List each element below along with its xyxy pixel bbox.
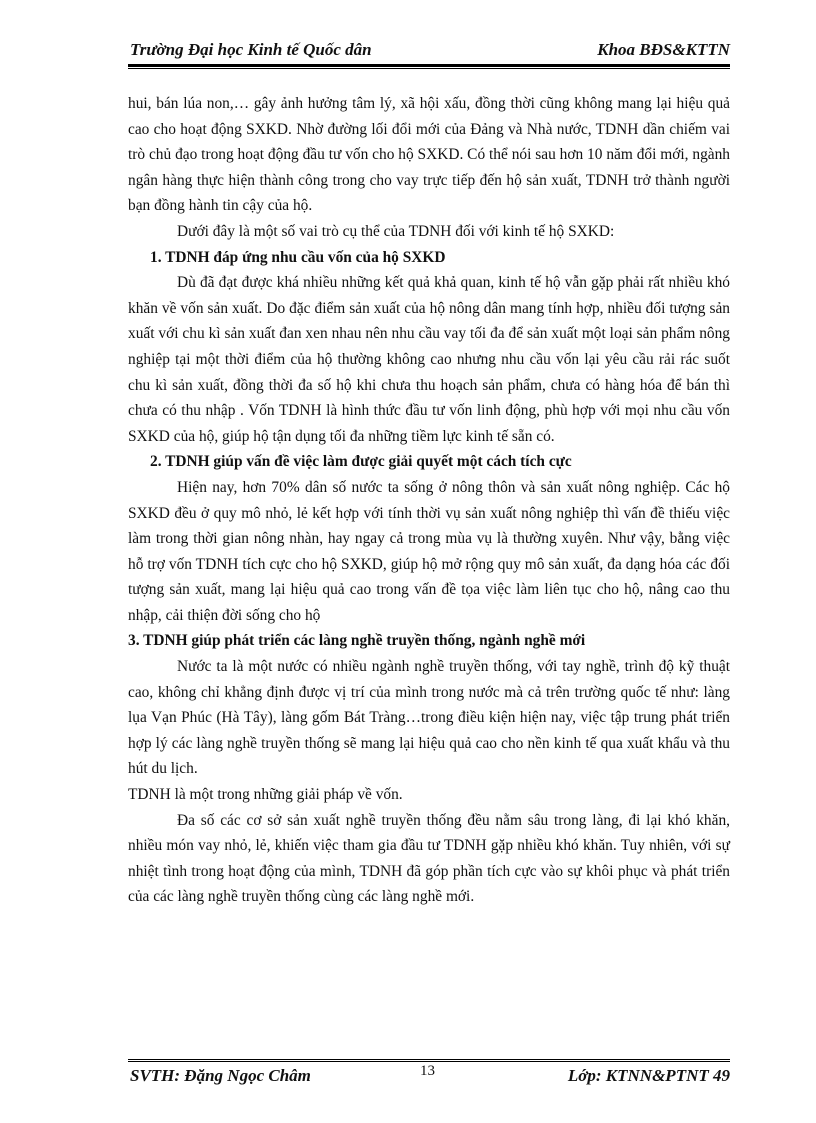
header-rule [128,64,730,69]
section-heading-2: 2. TDNH giúp vấn đề việc làm được giải quyết một cách tích cực [150,453,572,471]
page-header [128,38,730,62]
paragraph-3: Dù đã đạt được khá nhiều những kết quả khả quan, kinh tế hộ vẫn gặp phải rất nhiều khó khăn về vốn sản xuất. Do đặc điểm sản xuất của hộ nông dân mang tính hợp, nhiều đối tượng sản xuất với chu kì sản xuất đan xen nhau nên nhu cầu vay tối đa để sản xuất một loại sản phẩm nông nghiệp tại một thời điểm của hộ thường không cao nhưng nhu cầu vốn lại yêu cầu rải rác suốt chu kì sản xuất, đồng thời đa số hộ khi chưa thu hoạch sản phẩm, chưa có hàng hóa để bán thì chưa có thu nhập . Vốn TDNH là hình thức đầu tư vốn linh động, phù hợp với mọi nhu cầu vốn SXKD của hộ, giúp hộ tận dụng tối đa những tiềm lực kinh tế sẵn có. [128,274,730,445]
document-body [128,91,730,910]
page-footer [128,1064,730,1092]
paragraph-2: Dưới đây là một số vai trò cụ thể của TDNH đối với kinh tế hộ SXKD: [177,222,615,240]
paragraph-5: Nước ta là một nước có nhiều ngành nghề truyền thống, với tay nghề, trình độ kỹ thuật cao, không chỉ khẳng định được vị trí của mình trong nước mà cả trên trường quốc tế như: làng lụa Vạn Phúc (Hà Tây), làng gốm Bát Tràng…trong điều kiện hiện nay, việc tập trung phát triển hợp lý các làng nghề truyền thống sẽ mang lại hiệu quả cao cho nền kinh tế qua xuất khẩu và thu hút du lịch. [128,658,730,778]
paragraph-6: TDNH là một trong những giải pháp về vốn. [128,786,403,804]
footer-student: SVTH: Đặng Ngọc Châm [130,1066,311,1085]
section-heading-1: 1. TDNH đáp ứng nhu cầu vốn của hộ SXKD [150,248,446,266]
footer-class: Lớp: KTNN&PTNT 49 [567,1066,730,1085]
page-number: 13 [420,1063,435,1079]
paragraph-7: Đa số các cơ sở sản xuất nghề truyền thống đều nằm sâu trong làng, đi lại khó khăn, nhiều món vay nhỏ, lẻ, khiến việc tham gia đầu tư TDNH gặp nhiều khó khăn. Tuy nhiên, với sự nhiệt tình trong hoạt động của mình, TDNH đã góp phần tích cực vào sự khôi phục và phát triển của các làng nghề truyền thống cùng các làng nghề mới. [128,811,730,906]
footer-rule [128,1059,730,1062]
header-faculty: Khoa BĐS&KTTN [597,40,730,59]
paragraph-1: hui, bán lúa non,… gây ảnh hưởng tâm lý, xã hội xấu, đồng thời cũng không mang lại hiệu quả cao cho hoạt động SXKD. Nhờ đường lối đổi mới của Đảng và Nhà nước, TDNH dần chiếm vai trò chủ đạo trong hoạt động đầu tư vốn cho hộ SXKD. Có thể nói sau hơn 10 năm đổi mới, ngành ngân hàng thực hiện thành công trong cho vay trực tiếp đến hộ sản xuất, TDNH trở thành người bạn đồng hành tin cậy của hộ. [128,95,730,215]
header-university: Trường Đại học Kinh tế Quốc dân [130,40,372,59]
paragraph-4: Hiện nay, hơn 70% dân số nước ta sống ở nông thôn và sản xuất nông nghiệp. Các hộ SXKD đều ở quy mô nhỏ, lẻ kết hợp với tính thời vụ sản xuất nông nghiệp thì vấn đề thiếu việc làm trong thời gian nông nhàn, hay ngay cả trong mùa vụ là thường xuyên. Như vậy, bằng việc hỗ trợ vốn TDNH tích cực cho hộ SXKD, giúp hộ mở rộng quy mô sản xuất, đa dạng hóa các đối tượng sản xuất, mang lại hiệu quả cao trong vấn đề tọa việc làm liên tục cho hộ, nâng cao thu nhập, cải thiện đời sống cho hộ [128,478,730,624]
section-heading-3: 3. TDNH giúp phát triển các làng nghề truyền thống, ngành nghề mới [128,632,586,650]
